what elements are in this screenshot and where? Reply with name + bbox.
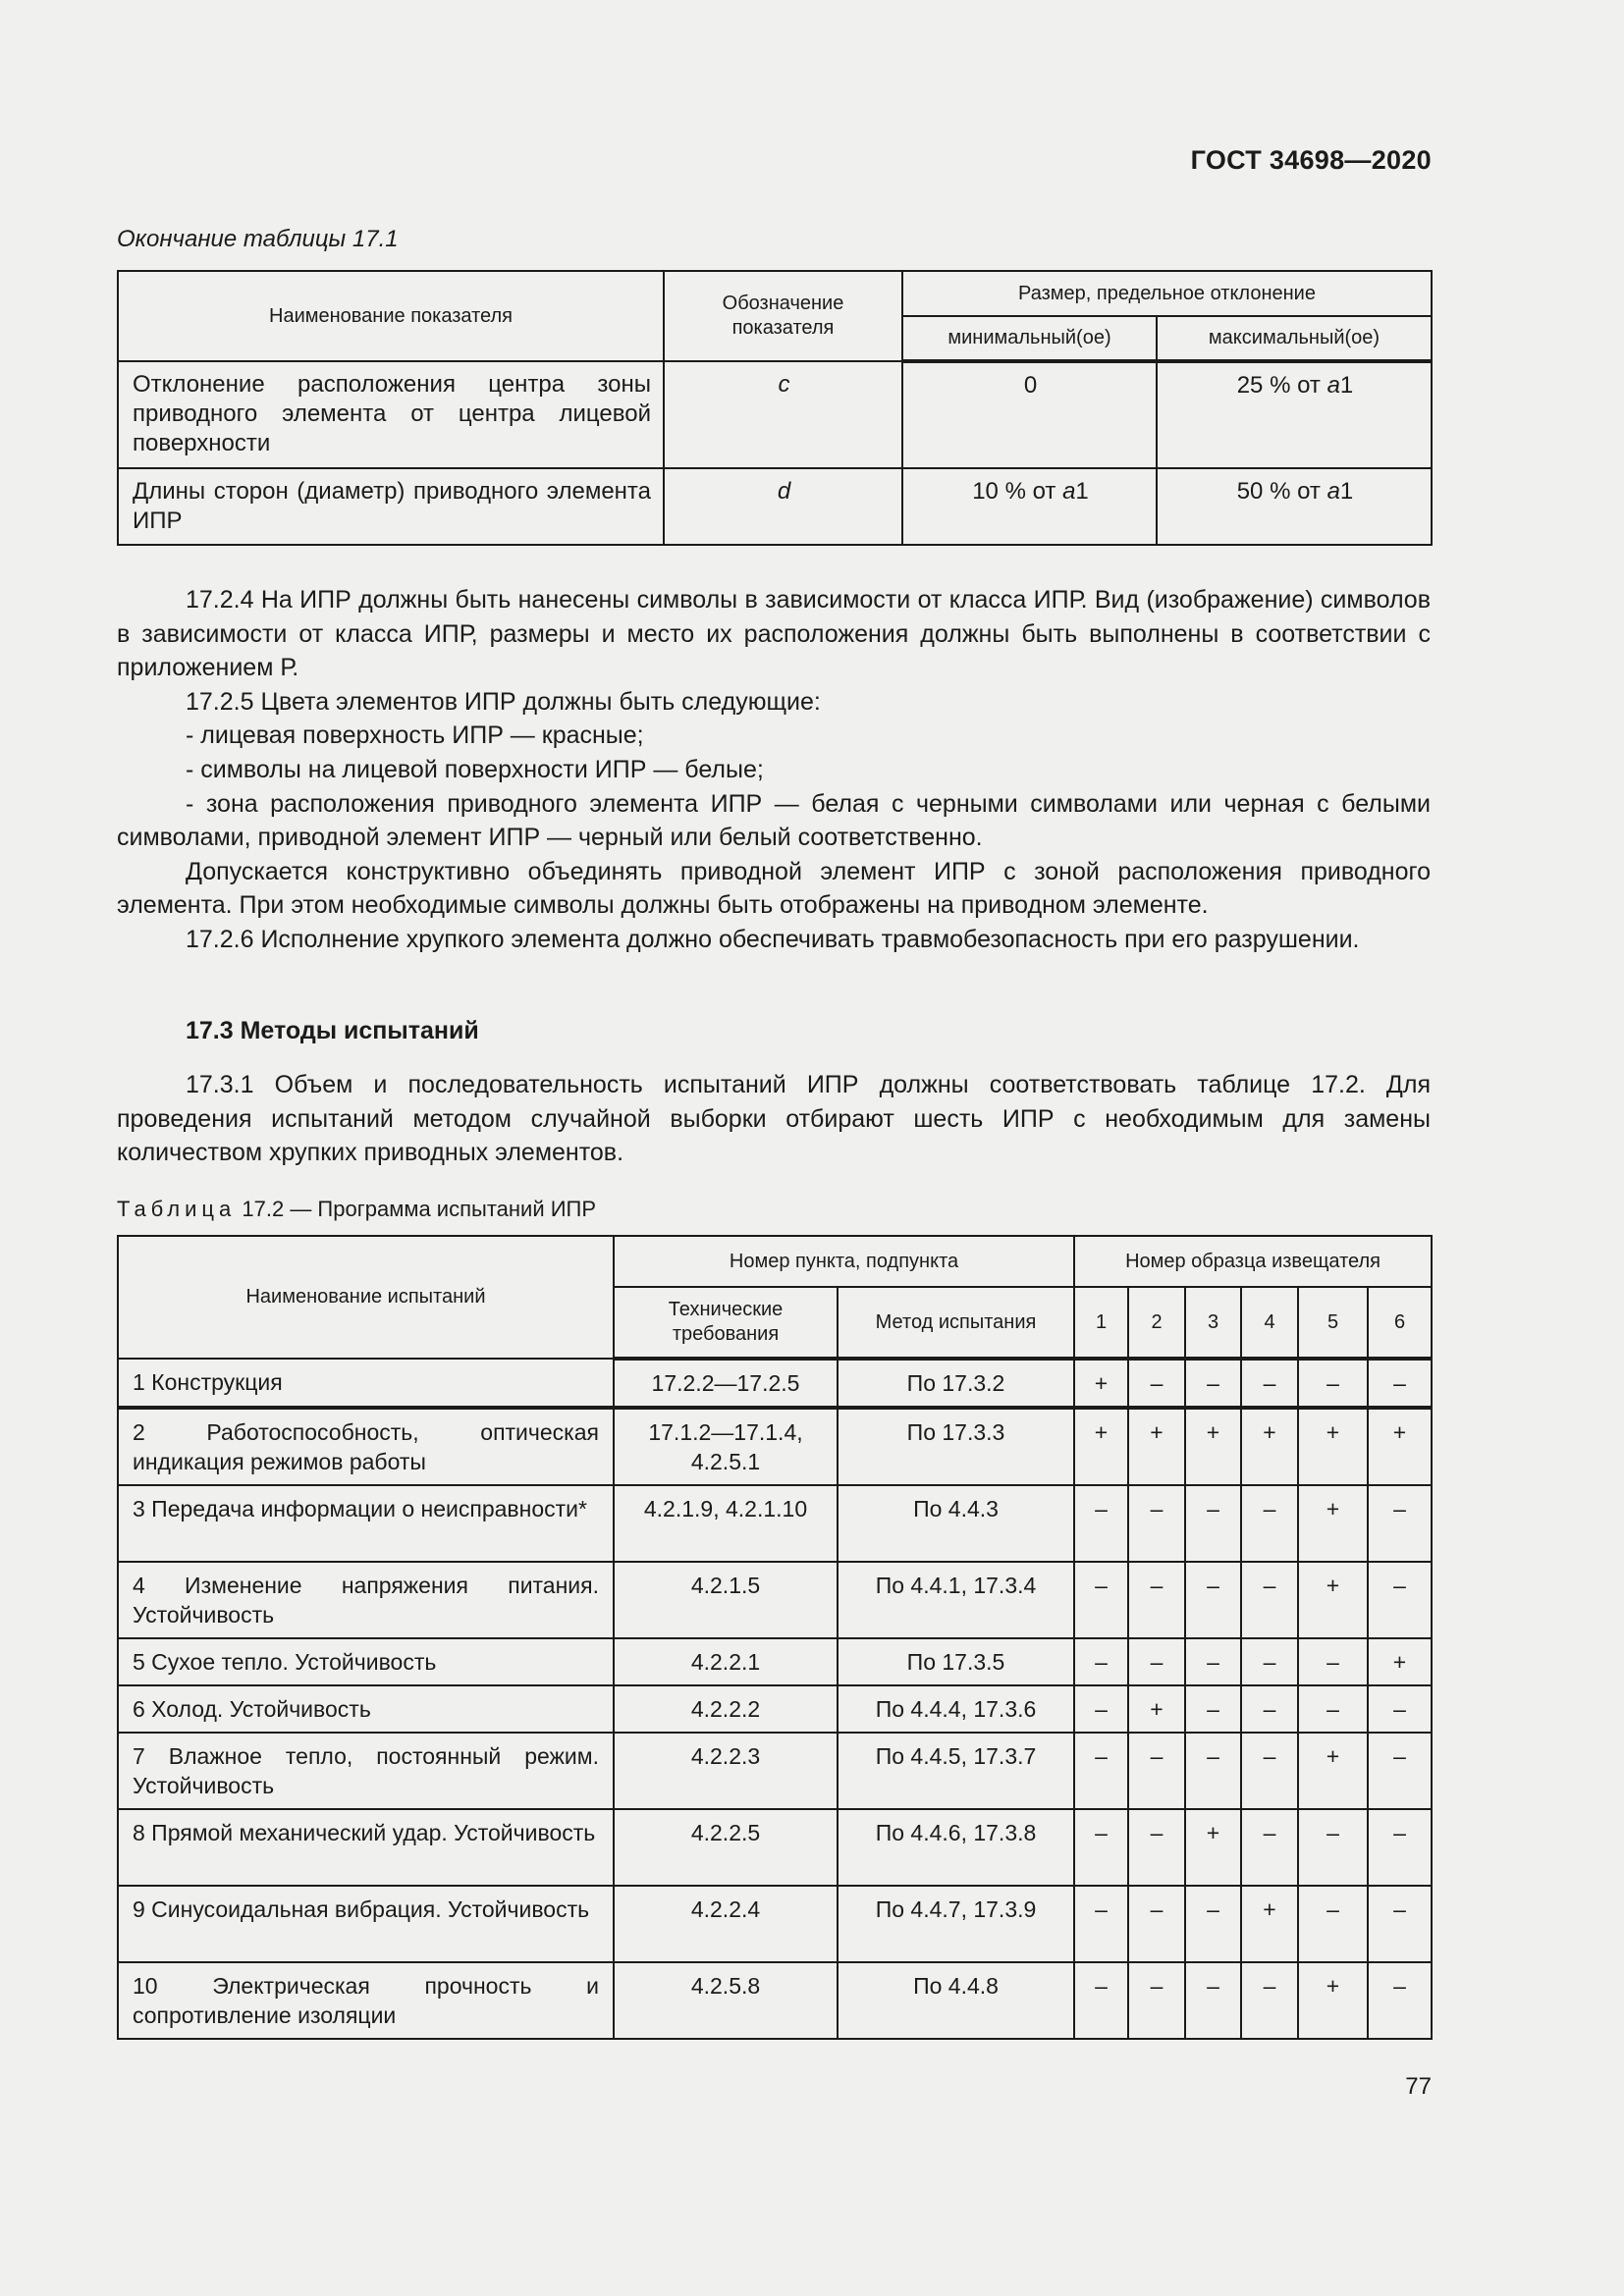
sample-mark: + [1298, 1408, 1368, 1485]
body-text-block [117, 1068, 1431, 1170]
header-sample-3: 3 [1185, 1287, 1241, 1359]
header-min: минимальный(ое) [902, 316, 1157, 361]
header-sample-number: Номер образца извещателя [1074, 1236, 1432, 1287]
tech-requirement: 17.1.2—17.1.4, 4.2.5.1 [614, 1408, 838, 1485]
row-max: 25 % от a1 [1157, 361, 1432, 468]
list-item: - зона расположения приводного элемента ИПР — белая с черными символами или черная с белыми символами, приводной элемент ИПР — черный или белый соответственно. [117, 789, 1431, 852]
paragraph-17-3-1: 17.3.1 Объем и последовательность испытаний ИПР должны соответствовать таблице 17.2. Для проведения испытаний методом случайной выборки отбирают шесть ИПР с необходимым для замены количеством хрупких приводных элементов. [117, 1071, 1431, 1167]
test-name: 3 Передача информации о неисправности* [118, 1485, 614, 1562]
row-designation: c [664, 361, 902, 468]
header-sample-2: 2 [1128, 1287, 1185, 1359]
paragraph-17-2-4: 17.2.4 На ИПР должны быть нанесены символы в зависимости от класса ИПР. Вид (изображение) символов в зависимости от класса ИПР, размеры и место их расположения должны быть выполнены в соответствии с приложением Р. [117, 586, 1431, 682]
sample-mark: + [1185, 1809, 1241, 1886]
tech-requirement: 4.2.1.9, 4.2.1.10 [614, 1485, 838, 1562]
sample-mark: + [1128, 1685, 1185, 1733]
test-name: 9 Синусоидальная вибрация. Устойчивость [118, 1886, 614, 1962]
header-designation: Обозначение показателя [664, 271, 902, 361]
table-row [118, 1638, 1432, 1685]
header-sample-4: 4 [1241, 1287, 1298, 1359]
sample-mark: – [1298, 1359, 1368, 1408]
table-17-1-caption: Окончание таблицы 17.1 [117, 226, 399, 252]
header-size-deviation: Размер, предельное отклонение [902, 271, 1432, 316]
test-name: 7 Влажное тепло, постоянный режим. Устойчивость [118, 1733, 614, 1809]
sample-mark: – [1185, 1962, 1241, 2039]
sample-mark: + [1128, 1408, 1185, 1485]
sample-mark: – [1074, 1485, 1128, 1562]
sample-mark: – [1368, 1685, 1432, 1733]
sample-mark: – [1185, 1359, 1241, 1408]
sample-mark: – [1368, 1962, 1432, 2039]
sample-mark: – [1074, 1962, 1128, 2039]
sample-mark: – [1368, 1733, 1432, 1809]
sample-mark: – [1128, 1638, 1185, 1685]
sample-mark: – [1128, 1359, 1185, 1408]
table-row [118, 1809, 1432, 1886]
table-row [118, 1685, 1432, 1733]
test-method: По 4.4.6, 17.3.8 [838, 1809, 1074, 1886]
table-row [118, 1408, 1432, 1485]
sample-mark: – [1241, 1733, 1298, 1809]
table-row [118, 1359, 1432, 1408]
sample-mark: – [1074, 1809, 1128, 1886]
sample-mark: – [1368, 1809, 1432, 1886]
sample-mark: – [1185, 1562, 1241, 1638]
sample-mark: – [1128, 1962, 1185, 2039]
sample-mark: – [1185, 1685, 1241, 1733]
sample-mark: + [1368, 1638, 1432, 1685]
table-17-2 [117, 1235, 1433, 2040]
sample-mark: – [1128, 1485, 1185, 1562]
header-sample-5: 5 [1298, 1287, 1368, 1359]
tech-requirement: 4.2.2.5 [614, 1809, 838, 1886]
header-test-method: Метод испытания [838, 1287, 1074, 1359]
sample-mark: – [1128, 1886, 1185, 1962]
test-method: По 4.4.3 [838, 1485, 1074, 1562]
document-code: ГОСТ 34698—2020 [1190, 145, 1432, 175]
sample-mark: – [1128, 1733, 1185, 1809]
tech-requirement: 17.2.2—17.2.5 [614, 1359, 838, 1408]
tech-requirement: 4.2.2.1 [614, 1638, 838, 1685]
test-method: По 4.4.1, 17.3.4 [838, 1562, 1074, 1638]
header-sample-1: 1 [1074, 1287, 1128, 1359]
header-sample-6: 6 [1368, 1287, 1432, 1359]
test-method: По 4.4.5, 17.3.7 [838, 1733, 1074, 1809]
table-17-1 [117, 270, 1433, 546]
sample-mark: – [1298, 1638, 1368, 1685]
row-name: Отклонение расположения центра зоны приводного элемента от центра лицевой поверхности [118, 361, 664, 468]
row-max: 50 % от a1 [1157, 468, 1432, 545]
sample-mark: – [1128, 1809, 1185, 1886]
sample-mark: – [1074, 1886, 1128, 1962]
row-min: 10 % от a1 [902, 468, 1157, 545]
header-test-name: Наименование испытаний [118, 1236, 614, 1359]
sample-mark: – [1074, 1733, 1128, 1809]
test-name: 6 Холод. Устойчивость [118, 1685, 614, 1733]
test-method: По 17.3.2 [838, 1359, 1074, 1408]
test-name: 4 Изменение напряжения питания. Устойчивость [118, 1562, 614, 1638]
row-name: Длины сторон (диаметр) приводного элемента ИПР [118, 468, 664, 545]
paragraph-17-2-5: 17.2.5 Цвета элементов ИПР должны быть следующие: [186, 687, 821, 716]
body-text-block [117, 583, 1431, 957]
sample-mark: – [1241, 1562, 1298, 1638]
sample-mark: – [1185, 1886, 1241, 1962]
sample-mark: – [1074, 1685, 1128, 1733]
sample-mark: + [1298, 1733, 1368, 1809]
tech-requirement: 4.2.2.4 [614, 1886, 838, 1962]
sample-mark: – [1368, 1485, 1432, 1562]
test-method: По 4.4.8 [838, 1962, 1074, 2039]
row-designation: d [664, 468, 902, 545]
test-method: По 4.4.7, 17.3.9 [838, 1886, 1074, 1962]
header-tech-requirements: Технические требования [614, 1287, 838, 1359]
table-row [118, 1733, 1432, 1809]
tech-requirement: 4.2.5.8 [614, 1962, 838, 2039]
sample-mark: – [1241, 1638, 1298, 1685]
sample-mark: – [1241, 1962, 1298, 2039]
sample-mark: + [1298, 1962, 1368, 2039]
sample-mark: – [1185, 1638, 1241, 1685]
test-name: 2 Работоспособность, оптическая индикация режимов работы [118, 1408, 614, 1485]
sample-mark: – [1185, 1733, 1241, 1809]
table-row [118, 1562, 1432, 1638]
list-item: - символы на лицевой поверхности ИПР — белые; [186, 755, 764, 783]
table-row [118, 468, 1432, 545]
sample-mark: – [1241, 1809, 1298, 1886]
sample-mark: + [1241, 1408, 1298, 1485]
sample-mark: – [1368, 1359, 1432, 1408]
sample-mark: – [1128, 1562, 1185, 1638]
page-number: 77 [1405, 2073, 1432, 2100]
sample-mark: – [1074, 1638, 1128, 1685]
sample-mark: – [1298, 1809, 1368, 1886]
table-row [118, 1886, 1432, 1962]
list-item: - лицевая поверхность ИПР — красные; [186, 721, 644, 750]
header-max: максимальный(ое) [1157, 316, 1432, 361]
sample-mark: – [1185, 1485, 1241, 1562]
table-row [118, 1962, 1432, 2039]
sample-mark: + [1241, 1886, 1298, 1962]
sample-mark: – [1298, 1886, 1368, 1962]
table-row [118, 361, 1432, 468]
sample-mark: + [1368, 1408, 1432, 1485]
row-min: 0 [902, 361, 1157, 468]
test-name: 8 Прямой механический удар. Устойчивость [118, 1809, 614, 1886]
test-method: По 17.3.5 [838, 1638, 1074, 1685]
sample-mark: + [1074, 1408, 1128, 1485]
sample-mark: – [1368, 1562, 1432, 1638]
sample-mark: – [1241, 1485, 1298, 1562]
sample-mark: – [1298, 1685, 1368, 1733]
sample-mark: – [1074, 1562, 1128, 1638]
tech-requirement: 4.2.2.2 [614, 1685, 838, 1733]
sample-mark: + [1298, 1562, 1368, 1638]
test-name: 1 Конструкция [118, 1359, 614, 1408]
tech-requirement: 4.2.2.3 [614, 1733, 838, 1809]
test-method: По 17.3.3 [838, 1408, 1074, 1485]
sample-mark: – [1241, 1359, 1298, 1408]
header-indicator-name: Наименование показателя [118, 271, 664, 361]
sample-mark: + [1298, 1485, 1368, 1562]
sample-mark: – [1368, 1886, 1432, 1962]
test-method: По 4.4.4, 17.3.6 [838, 1685, 1074, 1733]
table-row [118, 1485, 1432, 1562]
paragraph-17-2-6: 17.2.6 Исполнение хрупкого элемента должно обеспечивать травмобезопасность при его разрушении. [186, 925, 1360, 953]
test-name: 10 Электрическая прочность и сопротивление изоляции [118, 1962, 614, 2039]
header-clause-number: Номер пункта, подпункта [614, 1236, 1074, 1287]
sample-mark: – [1241, 1685, 1298, 1733]
section-title: 17.3 Методы испытаний [186, 1017, 479, 1044]
table-17-2-caption: Таблица 17.2 — Программа испытаний ИПР [117, 1197, 597, 1221]
sample-mark: + [1185, 1408, 1241, 1485]
tech-requirement: 4.2.1.5 [614, 1562, 838, 1638]
sample-mark: + [1074, 1359, 1128, 1408]
test-name: 5 Сухое тепло. Устойчивость [118, 1638, 614, 1685]
paragraph-allowed: Допускается конструктивно объединять приводной элемент ИПР с зоной расположения приводного элемента. При этом необходимые символы должны быть отображены на приводном элементе. [117, 857, 1431, 920]
